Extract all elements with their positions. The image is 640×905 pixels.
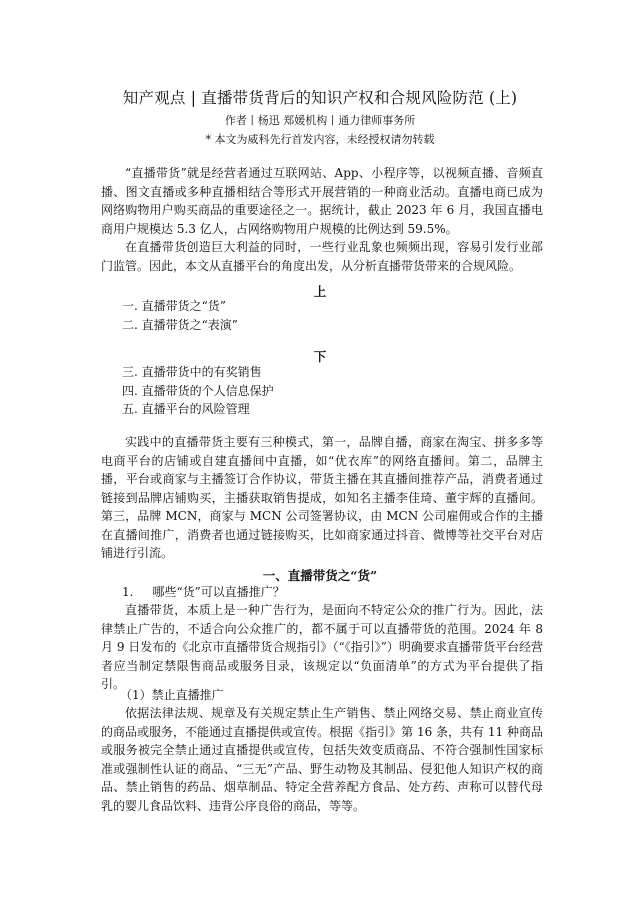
toc-item: 四. 直播带货的个人信息保护 xyxy=(122,383,274,398)
copyright-note: * 本文为威科先行首发内容，未经授权请勿转载 xyxy=(205,133,435,146)
question-1: 1. 哪些“货”可以直播推广？ xyxy=(122,585,285,599)
subsection-1-paragraph: 依据法律法规、规章及有关规定禁止生产销售、禁止网络交易、禁止商业宣传的商品或服务，不能通过直播提供或宣传。根据《指引》第 16 条，共有 11 种商品或服务被完全禁止通过直播提供或宣传，包括失效变质商品、不符合强制性国家标准或强制性认证的商品、“三无”产品、野生动物及其制品、侵犯他人知识产权的商品、禁止销售的药品、烟草制品、特定全营养配方食品、处方药、声称可以替代母乳的婴儿食品饮料、违背公序良俗的商品，等等。 xyxy=(101,706,543,813)
toc-item: 三. 直播带货中的有奖销售 xyxy=(122,365,262,379)
part-up-label: 上 xyxy=(313,284,327,299)
part-down-list xyxy=(122,363,274,419)
intro-paragraph-1: “直播带货”就是经营者通过互联网站、App、小程序等，以视频直播、音频直播、图文直播或多种直播相结合等形式开展营销的一种商业活动。直播电商已成为网络购物用户购买商品的重要途径之一。据统计，截止 2023 年 6 月，我国直播电商用户规模达 5.3 亿人，占网络购物用户规模的比例达到 59.5%。 xyxy=(101,166,543,236)
question-1-paragraph: 直播带货，本质上是一种广告行为，是面向不特定公众的推广行为。因此，法律禁止广告的，不适合向公众推广的，都不属于可以直播带货的范围。2024 年 8 月 9 日发布的《北京市直播带货合规指引》（“《指引》”）明确要求直播带货平台经营者应当制定禁限售商品或服务目录，该规定以“负面清单”的方式为平台提供了指引。 xyxy=(101,603,543,691)
part-down-label: 下 xyxy=(313,349,327,364)
intro-paragraph-2: 在直播带货创造巨大利益的同时，一些行业乱象也频频出现，容易引发行业部门监管。因此，本文从直播平台的角度出发，从分析直播带货带来的合规风险。 xyxy=(101,240,543,273)
toc-item: 一. 直播带货之“货” xyxy=(122,299,226,313)
modes-paragraph: 实践中的直播带货主要有三种模式，第一，品牌自播，商家在淘宝、拼多多等电商平台的店铺或自建直播间中直播，如“优衣库”的网络直播间。第二，品牌主播，平台或商家与主播签订合作协议，带货主播在其直播间推荐产品，消费者通过链接到品牌店铺购买，主播获取销售提成，如知名主播李佳琦、董宇辉的直播间。第三，品牌 MCN，商家与 MCN 公司签署协议，由 MCN 公司雇佣或合作的主播在直播间推广，消费者也通过链接购买，比如商家通过抖音、微博等社交平台对店铺进行引流。 xyxy=(101,435,543,560)
part-up-list xyxy=(122,297,238,334)
article-title: 知产观点 | 直播带货背后的知识产权和合规风险防范 (上) xyxy=(122,89,518,107)
subsection-1-heading: （1）禁止直播推广 xyxy=(120,688,224,702)
section-1-heading: 一、直播带货之“货” xyxy=(262,568,378,583)
toc-item: 二. 直播带货之“表演” xyxy=(122,317,238,332)
author-line: 作者丨杨迅 郑媛机构丨通力律师事务所 xyxy=(224,114,416,127)
toc-item: 五. 直播平台的风险管理 xyxy=(122,402,250,416)
